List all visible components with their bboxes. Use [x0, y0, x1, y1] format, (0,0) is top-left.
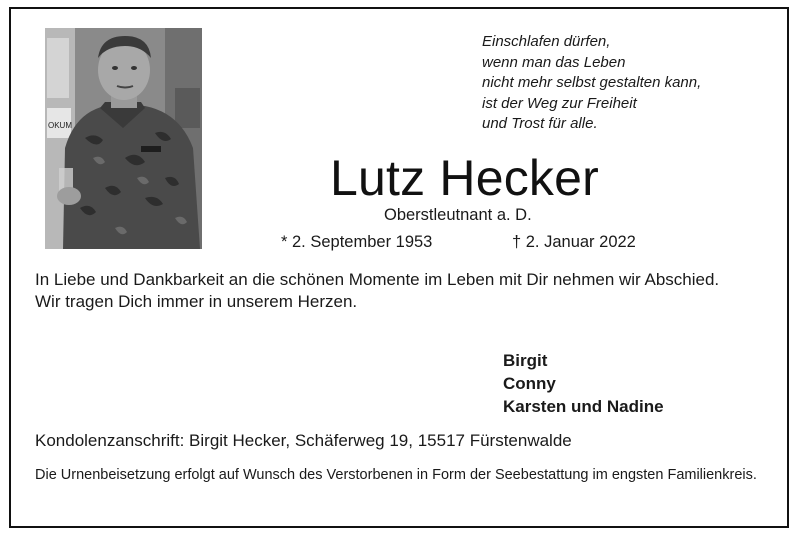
signers-list	[503, 349, 664, 418]
birth-date: * 2. September 1953	[281, 233, 433, 251]
poem-line: wenn man das Leben	[482, 53, 626, 71]
condolence-address: Kondolenzanschrift: Birgit Hecker, Schäferweg 19, 15517 Fürstenwalde	[35, 431, 572, 450]
farewell-line: Wir tragen Dich immer in unserem Herzen.	[35, 292, 358, 311]
poem-line: und Trost für alle.	[482, 115, 598, 132]
portrait-photo	[45, 28, 202, 249]
photo-sign-text: OKUM	[48, 121, 72, 130]
deceased-rank: Oberstleutnant a. D.	[384, 206, 532, 224]
farewell-line: In Liebe und Dankbarkeit an die schönen Momente im Leben mit Dir nehmen wir Abschied.	[35, 270, 720, 289]
poem-line: ist der Weg zur Freiheit	[482, 94, 637, 112]
farewell-message	[35, 269, 766, 313]
burial-note: Die Urnenbeisetzung erfolgt auf Wunsch des Verstorbenen in Form der Seebestattung im engsten Familienkreis.	[35, 467, 757, 483]
deceased-name: Lutz Hecker	[330, 150, 599, 206]
poem	[482, 32, 762, 135]
poem-line: nicht mehr selbst gestalten kann,	[482, 74, 702, 91]
death-date: † 2. Januar 2022	[512, 233, 636, 251]
signer: Karsten und Nadine	[503, 397, 664, 416]
signer: Birgit	[503, 351, 548, 370]
poem-line: Einschlafen dürfen,	[482, 33, 611, 50]
signer: Conny	[503, 374, 556, 393]
